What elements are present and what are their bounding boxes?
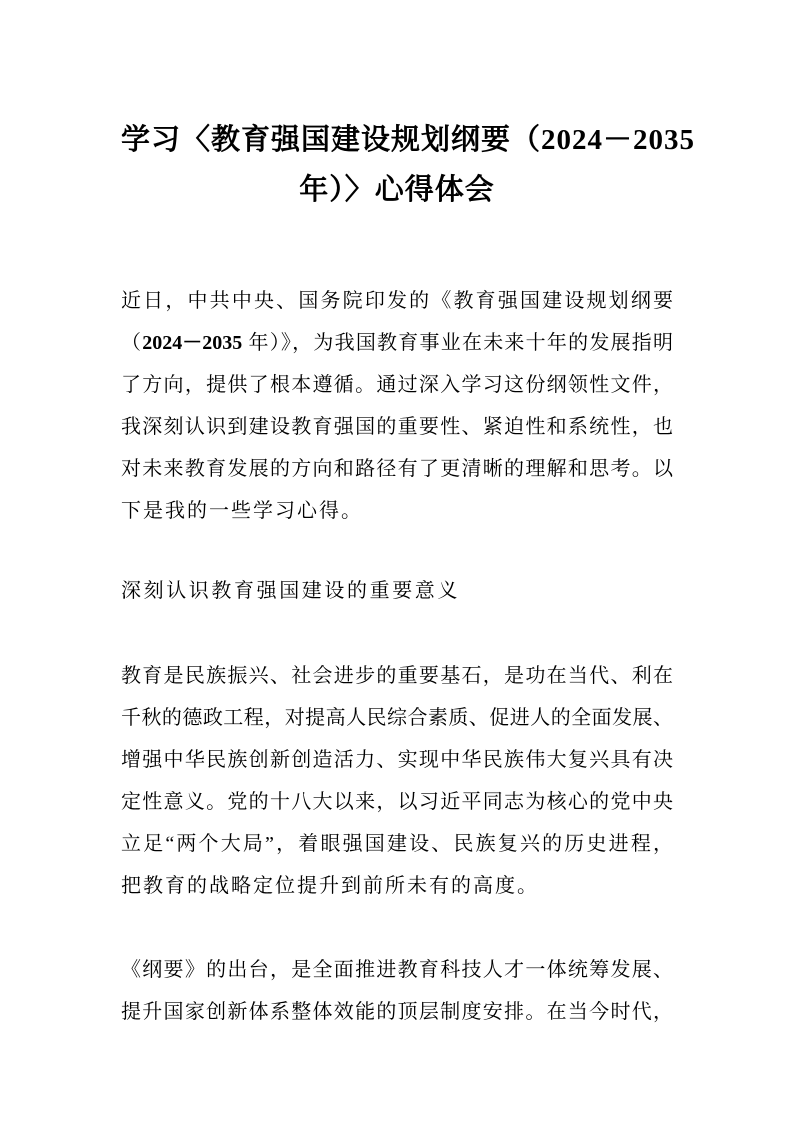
text-line: 千秋的德政工程，对提高人民综合素质、促进人的全面发展、 xyxy=(121,707,673,729)
paragraph xyxy=(121,949,673,1033)
text-line: 了方向，提供了根本遵循。通过深入学习这份纲领性文件， xyxy=(121,374,673,396)
text-line: 对未来教育发展的方向和路径有了更清晰的理解和思考。以 xyxy=(121,458,673,480)
paragraph xyxy=(121,280,673,532)
text-line: 把教育的战略定位提升到前所未有的高度。 xyxy=(121,875,539,897)
text-line: 近日，中共中央、国务院印发的《教育强国建设规划纲要 xyxy=(121,290,673,312)
text-line: 《纲要》的出台，是全面推进教育科技人才一体统筹发展、 xyxy=(121,959,673,981)
heading-line: 深刻认识教育强国建设的重要意义 xyxy=(121,580,460,602)
section-heading xyxy=(121,570,673,612)
text-line: 下是我的一些学习心得。 xyxy=(121,500,363,522)
text-line: （2024－2035 年）》，为我国教育事业在未来十年的发展指明 xyxy=(121,332,674,354)
text-line: 定性意义。党的十八大以来，以习近平同志为核心的党中央 xyxy=(121,791,673,813)
document-body xyxy=(121,280,673,1033)
paragraph xyxy=(121,655,673,907)
title-line: 年）〉心得体会 xyxy=(299,174,495,206)
text-line: 我深刻认识到建设教育强国的重要性、紧迫性和系统性，也 xyxy=(121,416,673,438)
document-title xyxy=(121,115,696,215)
text-line: 提升国家创新体系整体效能的顶层制度安排。在当今时代， xyxy=(121,1001,673,1023)
text-line: 立足“两个大局”，着眼强国建设、民族复兴的历史进程， xyxy=(121,833,673,855)
text-line: 教育是民族振兴、社会进步的重要基石，是功在当代、利在 xyxy=(121,665,673,687)
title-line: 学习〈教育强国建设规划纲要（2024－2035 xyxy=(121,124,696,156)
text-line: 增强中华民族创新创造活力、实现中华民族伟大复兴具有决 xyxy=(121,749,673,771)
